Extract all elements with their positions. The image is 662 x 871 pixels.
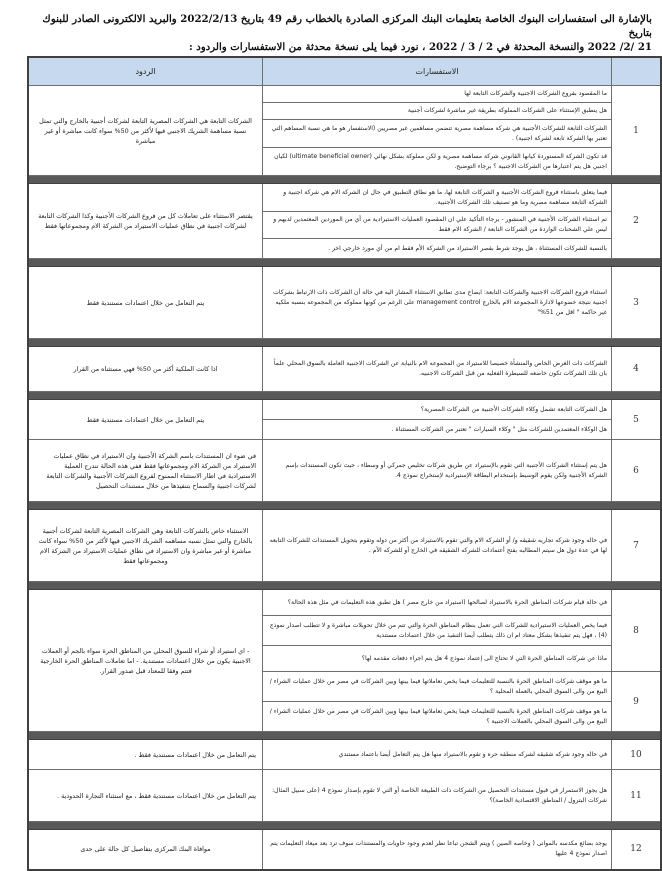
intro-line-2: 21 /2/ 2022 والنسخة المحدثة في 2 / 3 / 2022 ، نورد فيما يلى نسخة محدثة من الاستفسارات والردود : (188, 41, 652, 53)
row-number: 11 (612, 770, 662, 822)
row-number: 1 (612, 86, 662, 176)
table-row (28, 740, 661, 770)
inquiry-cell: هل الوكلاء المعتمدين للشركات مثل " وكلاء السيارات " تعتبر من الشركات المستثناة . (263, 420, 612, 440)
row-number: 6 (612, 440, 662, 502)
row-separator (28, 502, 661, 510)
inquiry-cell: ماذا عن شركات المناطق الحرة التي لا تحتاج الى إعتماد نموذج 4 هل يتم اجراء دفعات مقدمه لها؟ (263, 646, 612, 672)
separator-bar (28, 822, 661, 830)
inquiry-cell: تم استثناء الشركات الأجنبية في المنشور - برجاء التأكيد علي ان المقصود العمليات الاستيرادية من أي من الموردين المعتمدين لديهم و ليس علي الشحنات الواردة من الشركات التابعة / الشركة الام فقط (263, 212, 612, 239)
response-cell: يتم التعامل من خلال اعتمادات مستندية فقط ، مع استثناء التجارة الحدودية . (28, 770, 263, 822)
inquiry-cell: في حاله وجود شركه تجاريه شقيقه و/ أو الشركه الام والتي تقوم بالاستيراد من أكثر من دوله وتقوم بتحويل المستندات للشركات التابعه لها في عدة دول هل سيتم المطالبه بفتح أعتمادات للشركه الشقيقه في الخارج أو للشركه الأم . (263, 510, 612, 582)
inquiry-cell: هل الشركات التابعة تشمل وكلاء الشركات الأجنبية من الشركات المصرية؟ (263, 400, 612, 420)
intro-paragraph (22, 12, 652, 54)
table-row (28, 440, 661, 502)
inquiry-cell: ما هو موقف شركات المناطق الحرة بالنسبة للتعليمات فيما يخص تعاملاتها فيما بينها وبين الشركات في مصر من خلال عمليات الشراء / البيع من والى السوق المحلي بالعملة المحلية ؟ (263, 672, 612, 702)
separator-bar (28, 392, 661, 400)
table-row (28, 184, 661, 212)
response-cell: يقتصر الاستثناء على تعاملات كل من فروع الشركات الأجنبية وكذا الشركات التابعة لشركات اجنبية في نطاق عمليات الاستيراد من الشركة الام ومجموعاتها فقط (28, 184, 263, 259)
row-separator (28, 822, 661, 830)
table-row (28, 590, 661, 616)
table-row (28, 347, 661, 392)
row-separator (28, 339, 661, 347)
separator-bar (28, 259, 661, 267)
response-cell: الاستثناء خاص بالشركات التابعة وهي الشركات المصرية التابعة لشركات أجنبية بالخارج والتي تمثل نسبه مساهمه الشريك الاجنبي فيها لأكثر من 50% سواء كانت مباشرة أو غير مباشرة وان الاستيراد في نطاق عمليات الاستيراد من الشركة الام ومجموعاتها فقط (28, 510, 263, 582)
separator-bar (28, 582, 661, 590)
table-row (28, 400, 661, 420)
response-cell: يتم التعامل من خلال اعتمادات مستندية فقط . (28, 740, 263, 770)
response-cell: يتم التعامل من خلال اعتمادات مستندية فقط (28, 400, 263, 440)
inquiry-cell: ما المقصود بفروع الشركات الاجنبية والشركات التابعة لها (263, 86, 612, 103)
inquiry-cell: ما هو موقف شركات المناطق الحرة بالنسبة للتعليمات فيما يخص تعاملاتها فيما بينها وبين الشركات في مصر من خلال عمليات الشراء / البيع من والى السوق المحلي بالعملات الاجنبية ؟ (263, 702, 612, 732)
row-number: 4 (612, 347, 662, 392)
response-cell: الشركات التابعة هي الشركات المصرية التابعة لشركات أجنبية بالخارج والتي تمثل نسبة مساهمة الشريك الاجنبي فيها لأكثر من 50% سواء كانت مباشرة أو غير مباشرة (28, 86, 263, 176)
inquiry-cell: هل يجوز الاستمرار في قبول مستندات التحصيل من الشركات ذات الطبيعة الخاصة أو التي لا تقوم بإصدار نموذج 4 (على سبيل المثال: شركات البترول / المناطق الاقتصادية الخاصة)؟ (263, 770, 612, 822)
inquiry-cell: قد تكون الشركة المستوردة كيانها القانوني شركة مساهمة مصرية و لكن مملوكة بشكل نهائي (ultimate beneficial owner) لكيان اجنبي هل يتم اعتبارها من الشركات الاجنبية ؟ برجاء التوضيح. (263, 148, 612, 176)
inquiry-cell: في حاله وجود شركه شقيقه لشركه منطقه حره و تقوم بالاستيراد منها هل يتم التعامل أيضا باعتماد مستندي (263, 740, 612, 770)
inquiry-cell: هل ينطبق الإستثناء على الشركات المملوكة بطريقة غير مباشرة لشركات أجنبية (263, 103, 612, 120)
row-separator (28, 732, 661, 740)
row-number: 5 (612, 400, 662, 440)
separator-bar (28, 176, 661, 184)
row-number: 8 (612, 590, 662, 672)
inquiry-cell: بالنسبة للشركات المستثناة ، هل يوجد شرط بقصر الاستيراد من الشركة الأم فقط ام من أي مورد خارجي اخر . (263, 239, 612, 259)
row-number: 12 (612, 830, 662, 870)
table-row (28, 510, 661, 582)
response-cell: موافاة البنك المركزى بتفاصيل كل حالة على حدى (28, 830, 263, 870)
inquiries-table (27, 56, 662, 871)
inquiry-cell: هل يتم إستثناء الشركات الأجنبية التي تقوم بالإستيراد عن طريق شركات تخليص جمركي أو وسطاء ، حيث تكون المستندات بإسم الشركة الأجنبية ولكن يقوم الوسيط بإستخدام البطاقة الإستيرادية لإستخراج نموذج 4. (263, 440, 612, 502)
table-row (28, 267, 661, 339)
table-row (28, 830, 661, 870)
response-cell: اذا كانت الملكية أكثر من 50% فهي مستثناه من القرار (28, 347, 263, 392)
intro-line-1: بالإشارة الى استفسارات البنوك الخاصة بتعليمات البنك المركزى الصادرة بالخطاب رقم 49 بتاريخ 2022/2/13 والبريد الالكترونى الصادر للبنوك بتاريخ (42, 13, 652, 39)
row-separator (28, 392, 661, 400)
separator-bar (28, 502, 661, 510)
row-separator (28, 176, 661, 184)
separator-bar (28, 732, 661, 740)
header-number (612, 57, 662, 86)
table-row (28, 770, 661, 822)
row-number: 7 (612, 510, 662, 582)
separator-bar (28, 339, 661, 347)
response-cell: يتم التعامل من خلال اعتمادات مستندية فقط (28, 267, 263, 339)
inquiry-cell: الشركات ذات الغرض الخاص والمنشأة خصيصا للاستيراد من المجموعه الام بالنيابة عن الشركات الاجنبية العاملة بالسوق المحلي علماً بان تلك الشركات تكون خاضعه للسيطرة الفعليه من قبل الشركات الاجنبيه. (263, 347, 612, 392)
inquiry-cell: في حالة قيام شركات المناطق الحرة بالاستيراد لصالحها (استيراد من خارج مصر ) هل تطبق هذه التعليمات في مثل هذه الحالة؟ (263, 590, 612, 616)
row-number: 2 (612, 184, 662, 259)
inquiry-cell: الشركات التابعة للشركات الأجنبية هي شركة مساهمة مصرية تتضمن مساهمين غير مصريين (الاستفسار هو ما هي نسبة المساهم التي تعتبر بها الشركة تابعة لشركة اجنبية) . (263, 120, 612, 148)
inquiry-cell: استثناء فروع الشركات الاجنبية والشركات التابعة: ايضاح مدى تطابق الاستثناء المشار اليه في حالة أن الشركات ذات الارتباط بشركات اجنبية نتيجة خضوعها لادارة المجموعة الام بالخارج management control على الرغم من كونها مملوكه من المجموعه بنسبه ملكيه غير حاكمة " اقل من 51%" (263, 267, 612, 339)
row-number: 3 (612, 267, 662, 339)
inquiry-cell: فيما يتعلق باستثناء فروع الشركات الأجنبية و الشركات التابعة لها، ما هو نطاق التطبيق في حال ان الشركة الام هي شركة اجنبية و الشركة التابعة مساهمة مصرية وما هو تصنيف تلك الشركات الأجنبية. (263, 184, 612, 212)
table-row (28, 86, 661, 103)
row-separator (28, 582, 661, 590)
row-number: 9 (612, 672, 662, 732)
row-number: 10 (612, 740, 662, 770)
response-cell: - اي استيراد أو شراء للسوق المحلي من المناطق الحرة سواء بالجم أو العملات الاجنبية يكون من خلال اعتمادات مستندية. - اما تعاملات المناطق الحرة الخارجية فتتم وفقا للمعتاد قبل صدور القرار. (28, 590, 263, 732)
header-inquiries: الاستفسارات (263, 57, 612, 86)
inquiry-cell: فيما يخص العمليات الاستيرادية للشركات التي تعمل بنظام المناطق الحرة والتي تتم من خلال تحويلات مباشرة و لا تتطلب اصدار نموذج (4) ، فهل يتم تنفيذها بشكل معتاد ام ان ذلك يتطلب أيضا التنفيذ من خلال اعتمادات مستندية (263, 616, 612, 646)
inquiry-cell: يوجد بضائع مكدسه بالموانى ( وخاصه الصين ) ويتم الشحن تباعا نظر لعدم وجود حاويات والمستندات سوف ترد بعد ميعاد التعليمات يتم اصدار نموذج 4 عليها (263, 830, 612, 870)
response-cell: في ضوء ان المستندات باسم الشركة الأجنبية وان الاستيراد في نطاق عمليات الاستيراد من الشركة الام ومجموعاتها فقط ففي هذه الحالة تندرج العملية الاستيرادية في اطار الاستثناء الممنوح لفروع الشركات الأجنبية والشركات التابعة لشركات اجنبية والسماح بتنفيذها من خلال مستندات التحصيل (28, 440, 263, 502)
table-header-row (28, 57, 661, 86)
header-responses: الردود (28, 57, 263, 86)
row-separator (28, 259, 661, 267)
